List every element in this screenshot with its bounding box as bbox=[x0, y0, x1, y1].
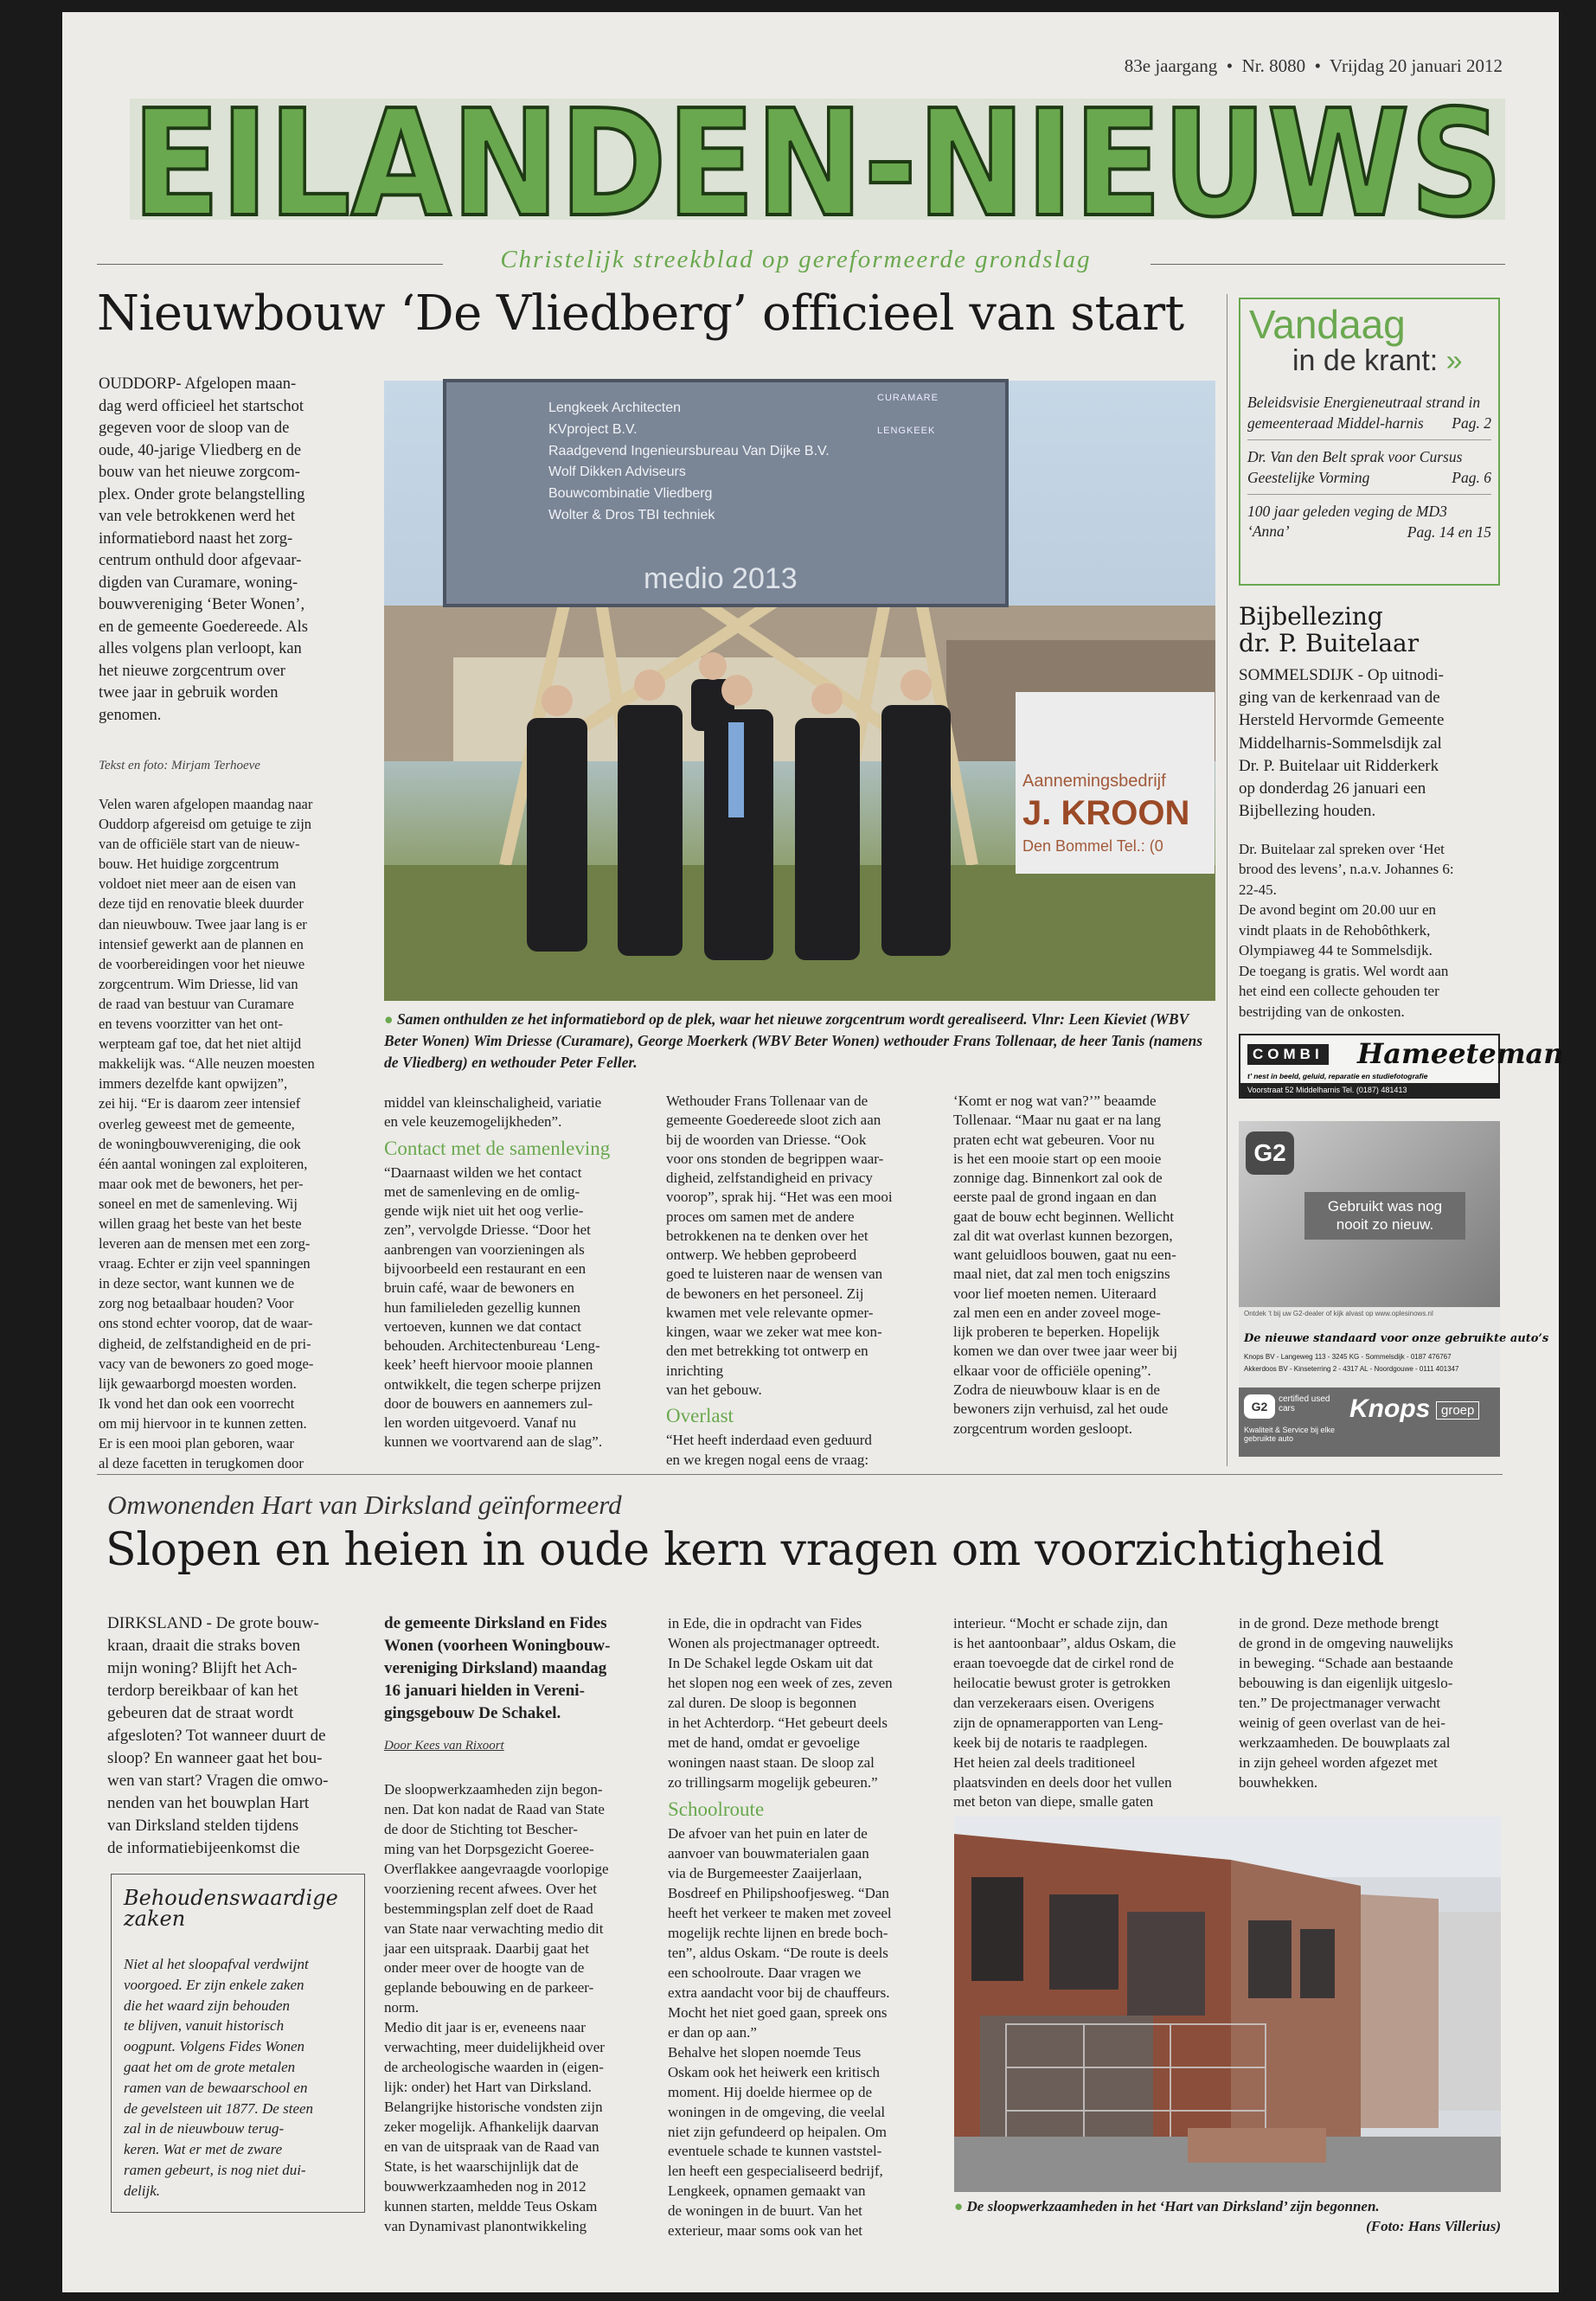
vandaag-item[interactable]: Beleidsvisie Energieneutraal strand in gemeenteraad Middel-harnis Pag. 2 bbox=[1247, 393, 1491, 440]
arrow-icon: » bbox=[1445, 344, 1463, 377]
ad-combi-label: COMBI bbox=[1247, 1044, 1329, 1065]
second-col3-b: De afvoer van het puin en later de aanvoer van bouwmaterialen gaan via de Burgemeester Zaaijerlaan, Bosdreef en Philipshoofjesweg. “Dan heeft het verkeer te maken met zoveel mogelijk rechte lijnen en brede boch- ten”, aldus Oskam. “De route is deels een schoolroute. Daar vragen we extra aandacht voor bij de chauffeurs. Mocht het niet goed gaan, spreek ons er dan op aan.” Behalve het slopen noemde Teus Oskam ook het heiwerk een kritisch moment. Hij doelde hiermee op de woningen in de omgeving, die veelal niet zijn gefundeerd op heipalen. Om eventuele schade te kunnen vaststel- len heeft een gespecialiseerd bedrijf, Lengkeek, opnamen gemaakt van de woningen in de buurt. Van het exterieur, maar soms ook van het bbox=[668, 1825, 892, 2240]
lead-credit: Tekst en foto: Mirjam Terhoeve bbox=[99, 759, 260, 772]
contractor-banner bbox=[1016, 692, 1215, 874]
sign-row: Wolter & Dros TBI techniek bbox=[548, 507, 715, 522]
banner-line1: Aannemingsbedrijf bbox=[1022, 772, 1166, 791]
ad-hameeteman[interactable] bbox=[1239, 1034, 1564, 1099]
sign-date: medio 2013 bbox=[644, 562, 798, 595]
lead-photo-caption-text: Samen onthulden ze het informatiebord op de plek, waar het nieuwe zorgcentrum wordt gerealiseerd. Vlnr: Leen Kieviet (WBV Beter Wonen) Wim Driesse (Curamare), George Moerkerk (WBV Beter Wonen) wethouder Frans Tollenaar, de heer Tanis (namens de Vliedberg) en wethouder Peter Feller. bbox=[384, 1010, 1203, 1071]
vandaag-item-page: Pag. 6 bbox=[1452, 469, 1491, 487]
g2-fineprint: Ontdek ’t bij uw G2-dealer of kijk alvast op www.oplesinows.nl bbox=[1244, 1310, 1433, 1317]
vandaag-item-page: Pag. 2 bbox=[1452, 414, 1491, 433]
sign-logo-lengkeek: LENGKEEK bbox=[877, 426, 936, 436]
ad-knops-photo bbox=[1239, 1121, 1500, 1307]
g2-dealer1: Knops BV - Langeweg 113 - 3245 KG - Sommelsdijk - 0187 476767 bbox=[1244, 1353, 1452, 1361]
second-col4: interieur. “Mocht er schade zijn, dan is het aantoonbaar”, aldus Oskam, die eraan toevoegde dat de cirkel rond de heilocatie bewust groter is getrokken dan verzekeraars eisen. Overigens zijn de opnamerapporten van Leng- keek bij de notaris te raadplegen. Het heien zal deels traditioneel plaatsvinden en deels door het vullen met beton van diepe, smalle gaten bbox=[953, 1615, 1176, 1811]
second-col3-subhead: Schoolroute bbox=[668, 1798, 765, 1821]
banner-line2: J. KROON bbox=[1022, 794, 1190, 832]
sign-row: Bouwcombinatie Vliedberg bbox=[548, 486, 713, 502]
second-headline: Slopen en heien in oude kern vragen om voorzichtigheid bbox=[106, 1524, 1385, 1576]
lead-col2-subhead: Contact met de samenleving bbox=[384, 1137, 611, 1159]
second-col3-a: in Ede, die in opdracht van Fides Wonen als projectmanager optreedt. In De Schakel legde Oskam uit dat het slopen nog een week of zes, zeven zal duren. De sloop is begonnen in het Achterdorp. “Het gebeurt deels met de hand, omdat er gevoelige woningen naast staan. De sloop zal zo trillingsarm mogelijk gebeuren.” bbox=[668, 1615, 893, 1791]
vandaag-item[interactable]: 100 jaar geleden veging de MD3 ‘Anna’ Pag. 14 en 15 bbox=[1247, 502, 1491, 543]
masthead-name: EILANDEN-NIEUWS bbox=[131, 79, 1503, 250]
sidebox-behouden bbox=[111, 1874, 365, 2213]
lead-col3-subhead: Overlast bbox=[666, 1405, 734, 1427]
sign-row: Raadgevend Ingenieursbureau Van Dijke B.V. bbox=[548, 443, 830, 458]
g2-badge: G2 bbox=[1246, 1131, 1294, 1175]
sign-row: Lengkeek Architecten bbox=[548, 401, 681, 415]
lead-col4: ‘Komt er nog wat van?’” beaamde Tollenaar. “Maar nu gaat er na lang praten echt wat gebeuren. Voor nu is het een mooie start op een mooie zonnige dag. Binnenkort zal ook de eerste paal de grond ingaan en dan gaat de bouw echt beginnen. Wellicht zal dit wat overlast kunnen bezorgen, want geluidloos bouwen, gaat nu een- maal niet, dat zal men toch enigszins voor lief moeten nemen. Uiteraard zal men een en ander zoveel moge- lijk proberen te beperken. Hopelijk komen we dan over twee jaar weer bij elkaar voor de officiële opening”. Zodra de nieuwbouw klaar is en de bewoners zijn verhuisd, zal het oude zorgcentrum worden gesloopt. bbox=[953, 1093, 1178, 1437]
lead-col3-a: Wethouder Frans Tollenaar van de gemeente Goedereede sloot zich aan bij de woorden van Driesse. “Ook voor ons stonden de begrippen waar- digheid, zelfstandigheid en privacy voorop”, sprak hij. “Het was een mooi proces om samen met de andere betrokkenen na te denken over het ontwerp. We hebben geprobeerd goed te luisteren naar de wensen van de bewoners en het personeel. Zij kwamen met vele relevante opmer- kingen, waar we zeker wat mee kon- den met betrekking tot ontwerp en inrichting van het gebouw. bbox=[666, 1093, 893, 1398]
knops-groep: groep bbox=[1436, 1401, 1479, 1420]
lead-intro: OUDDORP- Afgelopen maan- dag werd officieel het startschot gegeven voor de sloop van de oude, 40-jarige Vliedberg en de bouw van het nieuwe zorgcom- plex. Onder grote belangstelling van vele betrokkenen werd het informatiebord naast het zorg- centrum onthuld door afgevaar- digden van Curamare, woning- bouwvereniging ‘Beter Wonen’, en de gemeente Goedereede. Als alles volgens plan verloopt, kan het nieuwe zorgcentrum over twee jaar in gebruik worden genomen. bbox=[99, 375, 308, 724]
second-photo-caption-text: De sloopwerkzaamheden in het ‘Hart van Dirksland’ zijn begonnen. bbox=[966, 2198, 1380, 2214]
second-photo-credit: (Foto: Hans Villerius) bbox=[1366, 2217, 1501, 2234]
g2-cert: certified used cars bbox=[1279, 1394, 1330, 1413]
bijbel-title: Bijbellezing dr. P. Buitelaar bbox=[1239, 602, 1420, 657]
banner-line3: Den Bommel Tel.: (0 bbox=[1022, 837, 1163, 855]
sign-logo-curamare: CURAMARE bbox=[877, 393, 939, 403]
lead-col3-b: “Het heeft inderdaad even geduurd en we kregen nogal eens de vraag: bbox=[666, 1432, 872, 1468]
lead-headline: Nieuwbouw ‘De Vliedberg’ officieel van start bbox=[97, 285, 1184, 342]
sidebox-title: Behoudenswaardige zaken bbox=[124, 1886, 338, 1931]
second-kicker: Omwonenden Hart van Dirksland geïnformeerd bbox=[107, 1490, 622, 1520]
vandaag-subtitle: in de krant: » bbox=[1292, 344, 1463, 377]
g2-cert-badge: G2 bbox=[1244, 1394, 1275, 1419]
ad-knops[interactable] bbox=[1239, 1121, 1549, 1457]
ad-line2: Voorstraat 52 Middelharnis Tel. (0187) 481413 bbox=[1240, 1083, 1498, 1097]
vandaag-title: Vandaag bbox=[1249, 302, 1406, 347]
lead-photo bbox=[384, 381, 1215, 1001]
lead-col2-b: “Daarnaast wilden we het contact met de samenleving en de omlig- gende wijk niet uit het oog verlie- zen”, vervolgde Driesse. “Door het aanbrengen van voorzieningen als bijvoorbeeld een restaurant en een bruin café, waar de bewoners en hun familieleden gezellig kunnen vertoeven, kunnen we dat contact behouden. Architectenbureau ‘Leng- keek’ heeft hiervoor mooie plannen ontwikkelt, die tegen scherpe prijzen door de bouwers en aannemers zul- len worden uitgevoerd. Vanaf nu kunnen we voortvarend aan de slag”. bbox=[384, 1163, 603, 1451]
second-photo bbox=[954, 1817, 1501, 2192]
g2-headline: De nieuwe standaard voor onze gebruikte auto’s bbox=[1244, 1332, 1549, 1345]
ad-hameeteman-name: Hameeteman bbox=[1357, 1037, 1564, 1070]
ad-line1: t’ nest in beeld, geluid, reparatie en studiefotografie bbox=[1247, 1072, 1428, 1080]
vandaag-item-page: Pag. 14 en 15 bbox=[1407, 523, 1491, 541]
vandaag-box bbox=[1239, 298, 1500, 586]
second-photo-caption: ● De sloopwerkzaamheden in het ‘Hart van Dirksland’ zijn begonnen. (Foto: Hans Villerius) bbox=[954, 2197, 1501, 2237]
bijbel-lead: SOMMELSDIJK - Op uitnodi- ging van de kerkenraad van de Hersteld Hervormde Gemeente Middelharnis-Sommelsdijk zal Dr. P. Buitelaar uit Ridderkerk op donderdag 26 januari een Bijbellezing houden. bbox=[1239, 666, 1445, 821]
second-lead-b: de gemeente Dirksland en Fides Wonen (voorheen Woningbouw- vereniging Dirksland) maandag 16 januari hielden in Vereni- gingsgebouw De Schakel. bbox=[384, 1614, 611, 1723]
bijbel-body: Dr. Buitelaar zal spreken over ‘Het brood des levens’, n.a.v. Johannes 6: 22-45. De avond begint om 20.00 uur en vindt plaats in de Rehobôthkerk, Olympiaweg 44 te Sommelsdijk. De toegang is gratis. Wel wordt aan het eind een collecte gehouden ter bestrijding van de onkosten. bbox=[1239, 841, 1454, 1020]
issue-line: 83e jaargang • Nr. 8080 • Vrijdag 20 januari 2012 bbox=[1124, 55, 1503, 76]
lead-col2-a: middel van kleinschaligheid, variatie en vele keuzemogelijkheden”. bbox=[384, 1094, 602, 1131]
g2-slogan: Gebruikt was nog nooit zo nieuw. bbox=[1304, 1192, 1465, 1240]
sidebox-text: Niet al het sloopafval verdwijnt voorgoed. Er zijn enkele zaken die het waard zijn behouden te blijven, vanuit historisch oogpunt. Volgens Fides Wonen gaat het om de grote metalen ramen van de bewaarschool en de gevelsteen uit 1877. De steen zal in de nieuwbouw terug- keren. Wat er met de zware ramen gebeurt, is nog niet dui- delijk. bbox=[124, 1956, 314, 2199]
g2-cert2: Kwaliteit & Service bij elke gebruikte auto bbox=[1244, 1426, 1336, 1444]
masthead-logo bbox=[130, 79, 1505, 250]
sign-row: Wolf Dikken Adviseurs bbox=[548, 465, 686, 480]
second-col2: De sloopwerkzaamheden zijn begon- nen. Dat kon nadat de Raad van State de door de Stichting tot Bescher- ming van het Dorpsgezicht Goeree- Overflakkee aangevraagde voorlopige voorziening recent afwees. Over het bestemmingsplan zelf doet de Raad van State naar verwachting medio dit jaar een uitspraak. Daarbij gaat het onder meer over de hoogte van de geplande bebouwing en de parkeer- norm. Medio dit jaar is er, eveneens naar verwachting, meer duidelijkheid over de archeologische waarden in (eigen- lijk: onder) het Hart van Dirksland. Belangrijke historische vondsten zijn zeker mogelijk. Afhankelijk daarvan en van de uitspraak van de Raad van State, is het waarschijnlijk dat de bouwwerkzaamheden nog in 2012 kunnen starten, meldde Teus Oskam van Dynamivast planontwikkeling bbox=[384, 1781, 609, 2234]
lead-col1: Velen waren afgelopen maandag naar Ouddorp afgereisd om getuige te zijn van de officiële start van de nieuw- bouw. Het huidige zorgcentrum voldoet niet meer aan de eisen van deze tijd en renovatie bleek duurder dan nieuwbouw. Twee jaar lang is er intensief gewerkt aan de plannen en de voorbereidingen voor het nieuwe zorgcentrum. Wim Driesse, lid van de raad van bestuur van Curamare en tevens voorzitter van het ont- werpteam gaf toe, dat het niet altijd makkelijk was. “Alle neuzen moesten immers dezelfde kant opwijzen”, zei hij. “Er is daarom zeer intensief overleg geweest met de gemeente, de woningbouwvereniging, die ook één aantal woningen zal exploiteren, maar ook met de bewoners, het per- soneel en met de samenleving. Wij willen graag het beste van het beste leveren aan de mensen met een zorg- vraag. Echter er zijn veel spanningen in deze sector, want kunnen we de zorg nog betaalbaar houden? Voor ons stond echter voorop, dat de waar- digheid, de zelfstandigheid en de pri- vacy van de bewoners zo goed moge- lijk gewaarborgd moesten worden. Ik vond het dan ook een voorrecht om mij hiervoor in te kunnen zetten. Er is een mooi plan geboren, waar al deze facetten in terugkomen door bbox=[99, 796, 315, 1472]
knops-logo: Knops bbox=[1349, 1394, 1431, 1423]
tagline: Christelijk streekblad op gereformeerde grondslag bbox=[500, 246, 1092, 273]
second-byline: Door Kees van Rixoort bbox=[384, 1739, 504, 1753]
sign-board bbox=[445, 381, 1007, 606]
g2-dealer2: Akkerdoos BV - Kinseterring 2 - 4317 AL - Noordgouwe - 0111 401347 bbox=[1244, 1365, 1459, 1373]
lead-photo-caption: ● Samen onthulden ze het informatiebord op de plek, waar het nieuwe zorgcentrum wordt gerealiseerd. Vlnr: Leen Kieviet (WBV Beter Wonen) Wim Driesse (Curamare), George Moerkerk (WBV Beter Wonen) wethouder Frans Tollenaar, de heer Tanis (namens de Vliedberg) en wethouder Peter Feller. bbox=[384, 1010, 1203, 1071]
sign-row: KVproject B.V. bbox=[548, 421, 638, 437]
second-col5: in de grond. Deze methode brengt de grond in de omgeving nauwelijks in beweging. “Schade aan bestaande bebouwing is dan eigenlijk uitgeslo- ten.” De projectmanager verwacht weinig of geen overlast van de hei- werkzaamheden. De bouwplaats zal in zijn geheel worden afgezet met bouwhekken. bbox=[1239, 1615, 1453, 1791]
second-lead-a: DIRKSLAND - De grote bouw- kraan, draait die straks boven mijn woning? Blijft het Ach- terdorp bereikbaar of kan het gebeuren dat de straat wordt afgesloten? Tot wanneer duurt de sloop? En wanneer gaat het bou- wen van start? Vragen die omwo- nenden van het bouwplan Hart van Dirksland stelden tijdens de informatiebijeenkomst die bbox=[107, 1614, 329, 1858]
vandaag-item[interactable]: Dr. Van den Belt sprak voor Cursus Geestelijke Vorming Pag. 6 bbox=[1247, 447, 1491, 495]
